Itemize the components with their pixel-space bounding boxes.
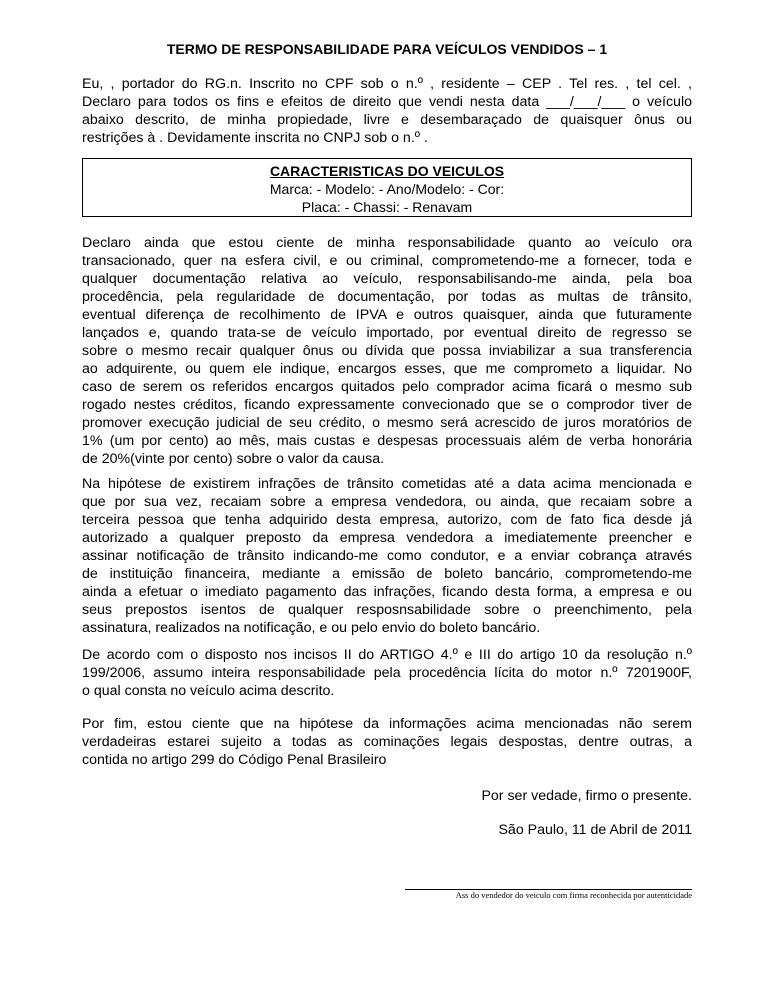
text-line: contida no artigo 299 do Código Penal Brasileiro — [82, 752, 387, 768]
text-line: 199/2006, assumo inteira responsabilidade pela procedência lícita do motor n.º 7201900F, — [82, 665, 692, 681]
text-line: seus prepostos isentos de qualquer resposnsabilidade sobre o preenchimento, pela — [82, 602, 692, 618]
text-line: autorizado a qualquer preposto da empresa vendedora a imediatemente preencher e — [82, 530, 692, 546]
signature-caption: Ass do vendedor do veiculo com firma reconhecida por autenticidade — [455, 890, 692, 900]
responsibility-paragraph — [82, 234, 692, 468]
text-line: Eu, , portador do RG.n. Inscrito no CPF sob o n.º , residente – CEP . Tel res. , tel cel. , — [82, 76, 692, 92]
text-line: lançados e, quando trata-se de veículo importado, por eventual direito de regresso se — [82, 325, 692, 341]
text-line: eventual diferença de recolhimento de IPVA e outros quaisquer, ainda que futuramente — [82, 307, 692, 323]
text-line: 1% (um por cento) ao mês, mais custas e despesas processuais além de verba honorária — [82, 433, 692, 449]
text-line: de instituição financeira, mediante a emissão de boleto bancário, comprometendo-me — [82, 566, 692, 582]
text-line: abaixo descrito, de minha propiedade, livre e desembaraçado de quaisquer ônus ou — [82, 112, 692, 128]
text-line: assinar notificação de trânsito indicando-me como condutor, e a enviar cobrança através — [82, 548, 692, 564]
signature-line: ____________________________________________________________ — [233, 875, 641, 889]
text-line: o qual consta no veículo acima descrito. — [82, 683, 335, 699]
text-line: Declaro para todos os fins e efeitos de direito que vendi nesta data ___/___/___ o veículo — [82, 94, 692, 110]
text-line: Na hipótese de existirem infrações de trânsito cometidas até a data acima mencionada e — [82, 476, 692, 492]
vehicle-box-heading: CARACTERISTICAS DO VEICULOS — [269, 163, 505, 179]
closing-statement — [82, 787, 692, 805]
text-line: verdadeiras estarei sujeito a todas as cominações legais despostas, dentre outras, a — [82, 734, 692, 750]
text-line: de 20%(vinte por cento) sobre o valor da causa. — [82, 451, 385, 467]
text-line: ao adquirente, ou quem ele indique, encargos esses, que me comprometo a liquidar. No — [82, 361, 692, 377]
traffic-infractions-paragraph — [82, 475, 692, 637]
place-and-date — [82, 821, 692, 839]
text-line: promover execução judicial de seu crédito, o mesmo será acrescido de juros moratórios de — [82, 415, 692, 431]
text-line: que por sua vez, recaiam sobre a empresa vendedora, ou ainda, que recaiam sobre a — [82, 494, 692, 510]
text-line: assinatura, realizados na notificação, e ou pelo envio do boleto bancário. — [82, 620, 541, 636]
vehicle-brand-model-line: Marca: - Modelo: - Ano/Modelo: - Cor: — [269, 181, 505, 197]
place-date-text: São Paulo, 11 de Abril de 2011 — [498, 822, 692, 838]
closing-text: Por ser vedade, firmo o presente. — [481, 788, 692, 804]
text-line: Declaro ainda que estou ciente de minha responsabilidade quanto ao veículo ora — [82, 235, 692, 251]
intro-paragraph — [82, 75, 692, 147]
vehicle-characteristics-box — [82, 158, 692, 217]
document-title: TERMO DE RESPONSABILIDADE PARA VEÍCULOS VENDIDOS – 1 — [166, 41, 608, 57]
text-line: rogado nestes créditos, ficando expressamente convecionado que se o comprodor tiver de — [82, 397, 692, 413]
final-declaration-paragraph — [82, 715, 692, 769]
engine-origin-paragraph — [82, 646, 692, 700]
text-line: transacionado, quer na esfera civil, e ou criminal, comprometendo-me a fornecer, toda e — [82, 253, 692, 269]
text-line: caso de serem os referidos encargos quitados pelo comprador acima ficará o mesmo sub — [82, 379, 692, 395]
text-line: De acordo com o disposto nos incisos II do ARTIGO 4.º e III do artigo 10 da resolução n.º — [82, 647, 692, 663]
text-line: terceira pessoa que tenha adquirido desta empresa, autorizo, com de fato fica desde já — [82, 512, 692, 528]
vehicle-plate-chassis-line: Placa: - Chassi: - Renavam — [301, 199, 473, 215]
text-line: Por fim, estou ciente que na hipótese da informações acima mencionadas não serem — [82, 716, 692, 732]
text-line: sobre o mesmo recair qualquer ônus ou dívida que possa inviabilizar a sua transferencia — [82, 343, 692, 359]
text-line: ainda a efetuar o imediato pagamento das infrações, ficando desta forma, a empresa e ou — [82, 584, 692, 600]
text-line: qualquer documentação relativa ao veículo, responsabilisando-me ainda, pela boa — [82, 271, 692, 287]
text-line: procedência, pela regularidade de documentação, por todas as multas de trânsito, — [82, 289, 692, 305]
text-line: restrições à . Devidamente inscrita no CNPJ sob o n.º . — [82, 130, 428, 146]
